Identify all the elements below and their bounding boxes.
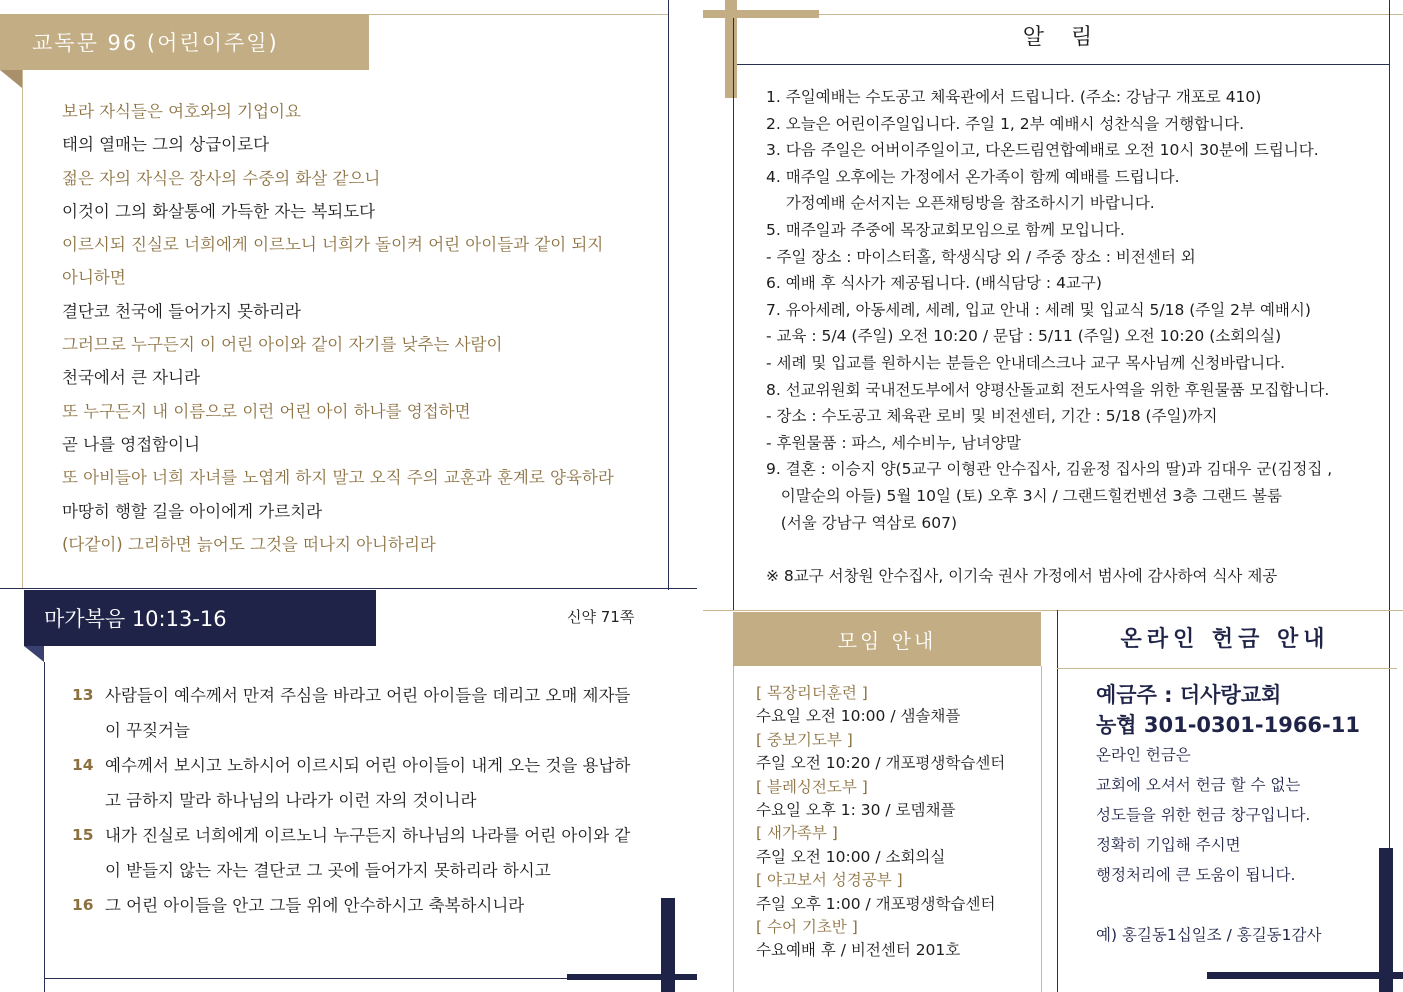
verse-text: 그 어린 아이들을 안고 그들 위에 안수하시고 축복하시니라: [105, 896, 525, 915]
meeting-name: [ 야고보서 성경공부 ]: [756, 871, 903, 890]
reading-title-fold: [0, 70, 22, 88]
verse-number: 14: [72, 756, 94, 774]
notice-line-spacer: [766, 536, 1376, 563]
giving-line: 성도들을 위한 헌금 창구입니다.: [1096, 806, 1311, 824]
frame-left-outer-line: [22, 70, 23, 588]
reading-line-leader: 이르시되 진실로 너희에게 이르노니 너희가 돌이켜 어린 아이들과 같이 되지: [62, 235, 604, 255]
meetings-title: 모임 안내: [733, 612, 1041, 666]
giving-line: 교회에 오셔서 헌금 할 수 없는: [1096, 776, 1301, 794]
frame-notice-left-line: [733, 18, 734, 610]
frame-top-line-right: [819, 14, 1403, 15]
reading-line-leader: 또 누구든지 내 이름으로 이런 어린 아이 하나를 영접하면: [62, 401, 471, 421]
verse-number: 13: [72, 686, 94, 704]
verse-text: 사람들이 예수께서 만져 주심을 바라고 어린 아이들을 데리고 오매 제자들이 꾸짖거늘: [105, 686, 631, 740]
giving-line: 행정처리에 큰 도움이 됩니다.: [1096, 866, 1296, 884]
giving-line: 온라인 헌금은: [1096, 746, 1191, 764]
frame-meet-left-line: [733, 666, 734, 992]
verse: [72, 818, 632, 888]
notices-list: [766, 84, 1376, 589]
scripture-title: 마가복음 10:13-16: [24, 590, 376, 646]
notice-line: 3. 다음 주일은 어버이주일이고, 다온드림연합예배로 오전 10시 30분에 드립니다.: [766, 141, 1319, 160]
verse: [72, 888, 632, 923]
frame-middle-line-left: [0, 588, 697, 589]
giving-account-holder: 예금주 : 더사랑교회: [1096, 683, 1282, 707]
frame-center-divider: [668, 0, 669, 590]
meeting-info: 수요일 오전 10:00 / 샘솔채플: [756, 707, 961, 726]
giving-line: 정확히 기입해 주시면: [1096, 836, 1241, 854]
meeting-info: 주일 오후 1:00 / 개포평생학습센터: [756, 894, 996, 913]
notice-line: 1. 주일예배는 수도공고 체육관에서 드립니다. (주소: 강남구 개포로 410): [766, 88, 1262, 106]
reading-line-leader: 또 아비들아 너희 자녀를 노엽게 하지 말고 오직 주의 교훈과 훈계로 양육하라: [62, 468, 614, 488]
reading-line-leader: 그러므로 누구든지 이 어린 아이와 같이 자기를 낮추는 사람이: [62, 335, 503, 355]
notices-title: 알 림: [1022, 25, 1103, 50]
verse-number: 15: [72, 826, 94, 844]
notice-line: - 교육 : 5/4 (주일) 오전 10:20 / 문답 : 5/11 (주일) 오전 10:20 (소회의실): [766, 327, 1282, 346]
notice-line: 4. 매주일 오후에는 가정에서 온가족이 함께 예배를 드립니다.: [766, 167, 1180, 186]
reading-line-leader: (다같이) 그리하면 늙어도 그것을 떠나지 아니하리라: [62, 534, 436, 554]
frame-notice-title-line: [737, 64, 1389, 65]
reading-line-leader: 젊은 자의 자식은 장사의 수중의 화살 같으니: [62, 168, 381, 188]
notice-line: 5. 매주일과 주중에 목장교회모임으로 함께 모입니다.: [766, 220, 1125, 239]
corner-accent-bottom-right-h: [1207, 972, 1403, 979]
frame-giving-title-line: [1057, 668, 1397, 669]
meeting-info: 수요일 오후 1: 30 / 로뎀채플: [756, 801, 956, 820]
verse: [72, 748, 632, 818]
meeting-info: 주일 오전 10:20 / 개포평생학습센터: [756, 754, 1006, 773]
giving-title: 온라인 헌금 안내: [1120, 627, 1330, 652]
scripture-page-ref: 신약 71쪽: [567, 608, 635, 626]
cross-ornament-horizontal: [703, 10, 819, 18]
notice-line: - 장소 : 수도공고 체육관 로비 및 비전센터, 기간 : 5/18 (주일)까지: [766, 407, 1218, 426]
meeting-name: [ 블레싱전도부 ]: [756, 777, 868, 796]
notice-line: - 후원물품 : 파스, 세수비누, 남녀양말: [766, 433, 1021, 452]
frame-top-line-left: [369, 14, 669, 15]
verse-text: 예수께서 보시고 노하시어 이르시되 어린 아이들이 내게 오는 것을 용납하고 금하지 말라 하나님의 나라가 이런 자의 것이니라: [105, 756, 631, 810]
meetings-list: [756, 682, 1046, 963]
meeting-name: [ 목장리더훈련 ]: [756, 684, 868, 702]
reading-line-leader: 보라 자식들은 여호와의 기업이요: [62, 102, 301, 121]
giving-account-number: 농협 301-0301-1966-11: [1096, 713, 1360, 737]
verse-text: 내가 진실로 너희에게 이르노니 누구든지 하나님의 나라를 어린 아이와 같이 받들지 않는 자는 결단코 그 곳에 들어가지 못하리라 하시고: [105, 826, 631, 880]
notice-line: 6. 예배 후 식사가 제공됩니다. (배식담당 : 4교구): [766, 274, 1102, 293]
verse-number: 16: [72, 896, 94, 914]
notice-line: (서울 강남구 역삼로 607): [766, 513, 958, 532]
frame-right-outer-line: [1389, 0, 1390, 992]
notice-line: 2. 오늘은 어린이주일입니다. 주일 1, 2부 예배시 성찬식을 거행합니다.: [766, 114, 1245, 133]
corner-accent-bottom-left-h: [567, 974, 697, 980]
notice-line: - 세례 및 입교를 원하시는 분들은 안내데스크나 교구 목사님께 신청바랍니다.: [766, 353, 1286, 372]
reading-title: 교독문 96 (어린이주일): [0, 14, 369, 70]
reading-line-people: 결단코 천국에 들어가지 못하리라: [62, 301, 301, 321]
giving-example: 예) 홍길동1십일조 / 홍길동1감사: [1096, 926, 1322, 944]
reading-line-leader: 아니하면: [62, 268, 126, 288]
corner-accent-bottom-right-v: [1379, 848, 1393, 992]
frame-mark-left-line: [44, 662, 45, 992]
reading-line-people: 이것이 그의 화살통에 가득한 자는 복되도다: [62, 201, 376, 221]
meeting-name: [ 수어 기초반 ]: [756, 918, 858, 937]
meeting-name: [ 새가족부 ]: [756, 824, 838, 843]
meeting-info: 주일 오전 10:00 / 소회의실: [756, 847, 946, 866]
meeting-info: 수요예배 후 / 비전센터 201호: [756, 941, 961, 960]
reading-lines: [62, 95, 662, 561]
notice-line: 가정예배 순서지는 오픈채팅방을 참조하시기 바랍니다.: [766, 194, 1155, 213]
reading-line-people: 마땅히 행할 길을 아이에게 가르치라: [62, 501, 323, 521]
scripture-title-fold: [24, 646, 44, 662]
scripture-verses: [72, 678, 632, 923]
frame-middle-line-right: [703, 610, 1403, 611]
notice-line: - 주일 장소 : 마이스터홀, 학생식당 외 / 주중 장소 : 비전센터 외: [766, 247, 1196, 266]
reading-line-people: 천국에서 큰 자니라: [62, 368, 201, 388]
meeting-name: [ 중보기도부 ]: [756, 730, 853, 749]
notice-footnote: ※ 8교구 서창원 안수집사, 이기숙 권사 가정에서 범사에 감사하여 식사 제공: [766, 566, 1278, 585]
notice-line: 9. 결혼 : 이승지 양(5교구 이형관 안수집사, 김윤정 집사의 딸)과 김대우 군(김정집 ,: [766, 460, 1333, 479]
reading-line-people: 곧 나를 영접함이니: [62, 434, 201, 454]
notice-line: 이말순의 아들) 5월 10일 (토) 오후 3시 / 그랜드힐컨벤션 3층 그랜드 볼룸: [766, 486, 1282, 505]
reading-line-people: 태의 열매는 그의 상급이로다: [62, 135, 270, 155]
giving-info: [1096, 680, 1376, 950]
notice-line: 8. 선교위원회 국내전도부에서 양평산돌교회 전도사역을 위한 후원물품 모집합니다.: [766, 380, 1330, 399]
notice-line: 7. 유아세례, 아동세례, 세례, 입교 안내 : 세례 및 입교식 5/18 (주일 2부 예배시): [766, 300, 1311, 319]
verse: [72, 678, 632, 748]
